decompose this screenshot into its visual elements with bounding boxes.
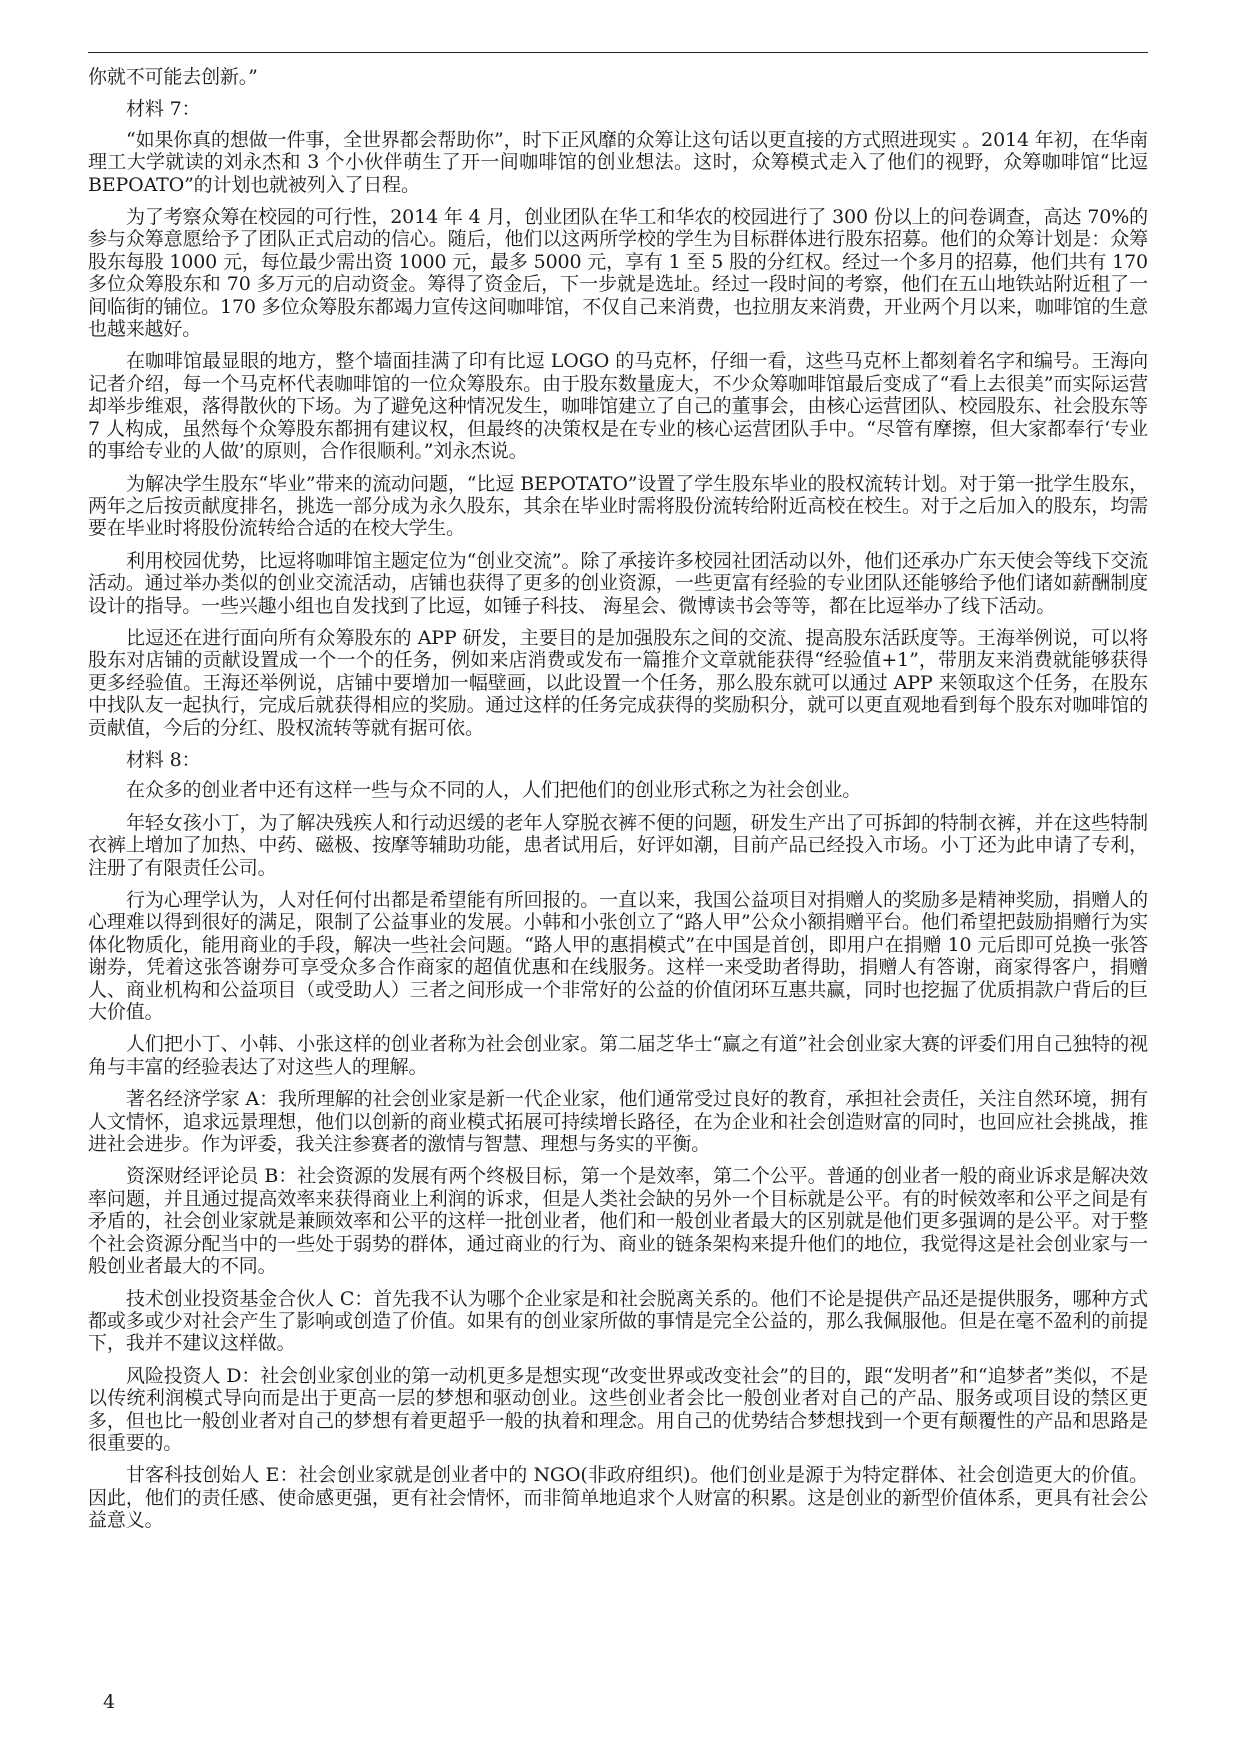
paragraph: 利用校园优势，比逗将咖啡馆主题定位为“创业交流”。除了承接许多校园社团活动以外，他们还承办广东天使会等线下交流活动。通过举办类似的创业交流活动，店铺也获得了更多的创业资源，一些更富有经验的专业团队还能够给予他们诸如薪酬制度设计的指导。一些兴趣小组也自发找到了比逗，如锤子科技、 海星会、微博读书会等等，都在比逗举办了线下活动。: [88, 549, 1148, 617]
section-heading-material-7: 材料 7：: [126, 98, 201, 121]
paragraph: 年轻女孩小丁，为了解决残疾人和行动迟缓的老年人穿脱衣裤不便的问题，研发生产出了可拆卸的特制衣裤，并在这些特制衣裤上增加了加热、中药、磁极、按摩等辅助功能，患者试用后，好评如潮，目前产品已经投入市场。小丁还为此申请了专利，注册了有限责任公司。: [88, 811, 1148, 879]
paragraph: 著名经济学家 A：我所理解的社会创业家是新一代企业家，他们通常受过良好的教育，承担社会责任，关注自然环境，拥有人文情怀，追求远景理想，他们以创新的商业模式拓展可持续增长路径，在为企业和社会创造财富的同时，也回应社会挑战，推进社会进步。作为评委，我关注参赛者的激情与智慧、理想与务实的平衡。: [88, 1088, 1148, 1156]
paragraph: 风险投资人 D：社会创业家创业的第一动机更多是想实现“改变世界或改变社会”的目的，跟“发明者”和“追梦者”类似，不是以传统利润模式导向而是出于更高一层的梦想和驱动创业。这些创业者会比一般创业者对自己的产品、服务或项目设的禁区更多，但也比一般创业者对自己的梦想有着更超乎一般的执着和理念。用自己的优势结合梦想找到一个更有颠覆性的产品和思路是很重要的。: [88, 1364, 1148, 1454]
section-heading-material-8: 材料 8：: [126, 748, 201, 771]
page-number: 4: [103, 1691, 116, 1713]
document-body: [88, 66, 1148, 1542]
paragraph: 比逗还在进行面向所有众筹股东的 APP 研发，主要目的是加强股东之间的交流、提高股东活跃度等。王海举例说，可以将股东对店铺的贡献设置成一个一个的任务，例如来店消费或发布一篇推介文章就能获得“经验值+1”，带朋友来消费就能够获得更多经验值。王海还举例说，店铺中要增加一幅壁画，以此设置一个任务，那么股东就可以通过 APP 来领取这个任务，在股东中找队友一起执行，完成后就获得相应的奖励。通过这样的任务完成获得的奖励积分，就可以更直观地看到每个股东对咖啡馆的贡献值，今后的分红、股权流转等就有据可依。: [88, 626, 1148, 739]
header-rule: [88, 52, 1148, 53]
paragraph: 甘客科技创始人 E：社会创业家就是创业者中的 NGO(非政府组织)。他们创业是源于为特定群体、社会创造更大的价值。因此，他们的责任感、使命感更强，更有社会情怀，而非简单地追求个人财富的积累。这是创业的新型价值体系，更具有社会公益意义。: [88, 1464, 1148, 1532]
paragraph: 人们把小丁、小韩、小张这样的创业者称为社会创业家。第二届芝华士“赢之有道”社会创业家大赛的评委们用自己独特的视角与丰富的经验表达了对这些人的理解。: [88, 1033, 1148, 1078]
paragraph: “如果你真的想做一件事，全世界都会帮助你”，时下正风靡的众筹让这句话以更直接的方式照进现实 。2014 年初，在华南理工大学就读的刘永杰和 3 个小伙伴萌生了开一间咖啡馆的创业想法。这时，众筹模式走入了他们的视野，众筹咖啡馆“比逗 BEPOATO”的计划也就被列入了日程。: [88, 128, 1148, 196]
paragraph: 为解决学生股东“毕业”带来的流动问题，“比逗 BEPOTATO”设置了学生股东毕业的股权流转计划。对于第一批学生股东，两年之后按贡献度排名，挑选一部分成为永久股东，其余在毕业时需将股份流转给附近高校在校生。对于之后加入的股东，均需要在毕业时将股份流转给合适的在校大学生。: [88, 472, 1148, 540]
paragraph: 在咖啡馆最显眼的地方，整个墙面挂满了印有比逗 LOGO 的马克杯，仔细一看，这些马克杯上都刻着名字和编号。王海向记者介绍，每一个马克杯代表咖啡馆的一位众筹股东。由于股东数量庞大，不少众筹咖啡馆最后变成了“看上去很美”而实际运营却举步维艰，落得散伙的下场。为了避免这种情况发生，咖啡馆建立了自己的董事会，由核心运营团队、校园股东、社会股东等 7 人构成，虽然每个众筹股东都拥有建议权，但最终的决策权是在专业的核心运营团队手中。“尽管有摩擦，但大家都奉行‘专业的事给专业的人做’的原则，合作很顺利。”刘永杰说。: [88, 350, 1148, 463]
paragraph: 为了考察众筹在校园的可行性，2014 年 4 月，创业团队在华工和华农的校园进行了 300 份以上的问卷调查，高达 70%的参与众筹意愿给予了团队正式启动的信心。随后，他们以这两所学校的学生为目标群体进行股东招募。他们的众筹计划是：众筹股东每股 1000 元，每位最少需出资 1000 元，最多 5000 元，享有 1 至 5 股的分红权。经过一个多月的招募，他们共有 170 多位众筹股东和 70 多万元的启动资金。筹得了资金后，下一步就是选址。经过一段时间的考察，他们在五山地铁站附近租了一间临街的铺位。170 多位众筹股东都竭力宣传这间咖啡馆，不仅自己来消费，也拉朋友来消费，开业两个月以来，咖啡馆的生意也越来越好。: [88, 206, 1148, 341]
paragraph: 技术创业投资基金合伙人 C：首先我不认为哪个企业家是和社会脱离关系的。他们不论是提供产品还是提供服务，哪种方式都或多或少对社会产生了影响或创造了价值。如果有的创业家所做的事情是完全公益的，那么我佩服他。但是在毫不盈利的前提下，我并不建议这样做。: [88, 1287, 1148, 1355]
paragraph: 行为心理学认为，人对任何付出都是希望能有所回报的。一直以来，我国公益项目对捐赠人的奖励多是精神奖励，捐赠人的心理难以得到很好的满足，限制了公益事业的发展。小韩和小张创立了“路人甲”公众小额捐赠平台。他们希望把鼓励捐赠行为实体化物质化，能用商业的手段，解决一些社会问题。“路人甲的惠捐模式”在中国是首创，即用户在捐赠 10 元后即可兑换一张答谢券，凭着这张答谢券可享受众多合作商家的超值优惠和在线服务。这样一来受助者得助，捐赠人有答谢，商家得客户，捐赠人、商业机构和公益项目（或受助人）三者之间形成一个非常好的公益的价值闭环互惠共赢，同时也挖掘了优质捐款户背后的巨大价值。: [88, 889, 1148, 1024]
paragraph: 资深财经评论员 B：社会资源的发展有两个终极目标，第一个是效率，第二个公平。普通的创业者一般的商业诉求是解决效率问题，并且通过提高效率来获得商业上利润的诉求，但是人类社会缺的另外一个目标就是公平。有的时候效率和公平之间是有矛盾的，社会创业家就是兼顾效率和公平的这样一批创业者，他们和一般创业者最大的区别就是他们更多强调的是公平。对于整个社会资源分配当中的一些处于弱势的群体，通过商业的行为、商业的链条架构来提升他们的地位，我觉得这是社会创业家与一般创业者最大的不同。: [88, 1165, 1148, 1278]
paragraph-continuation: 你就不可能去创新。”: [88, 66, 258, 88]
paragraph: 在众多的创业者中还有这样一些与众不同的人，人们把他们的创业形式称之为社会创业。: [126, 779, 862, 802]
